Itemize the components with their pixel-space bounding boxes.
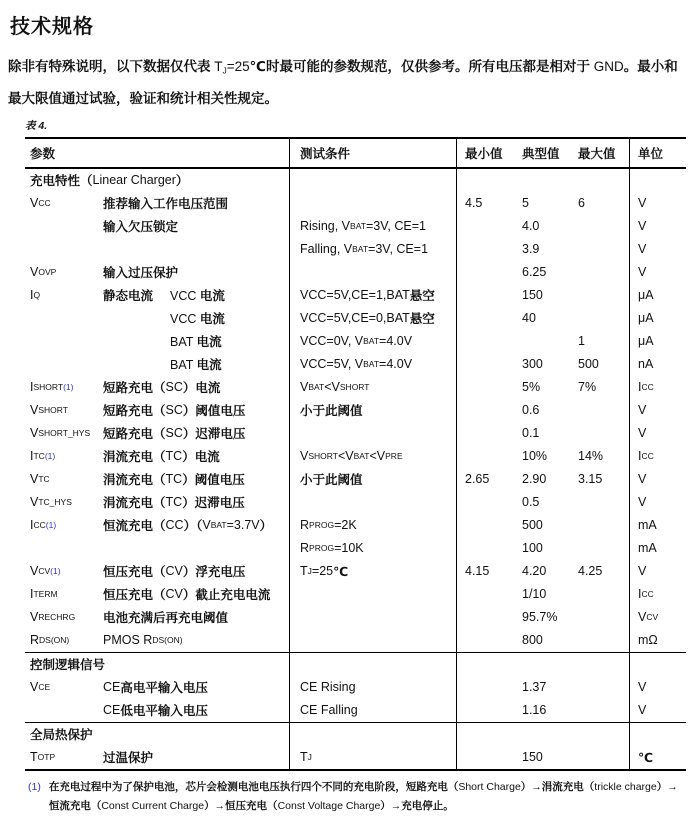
test-condition: T J =25 ℃ — [290, 560, 457, 583]
param-desc: 涓流充电（ TC ）电流 — [103, 445, 290, 468]
section-row — [25, 652, 686, 676]
unit: I CC — [638, 449, 654, 463]
unit: V — [638, 265, 647, 279]
param-desc: 涓流充电（ TC ）阈值电压 — [103, 468, 290, 491]
unit: mA — [638, 541, 657, 555]
max-value — [570, 629, 630, 652]
test-condition: T J — [290, 746, 457, 769]
max-value — [570, 746, 630, 769]
min-value — [457, 746, 514, 769]
typ-value: 100 — [522, 541, 543, 555]
typ-value: 1.37 — [522, 680, 547, 694]
table-row — [25, 468, 686, 491]
table-row — [25, 353, 686, 376]
max-value — [570, 261, 630, 284]
test-condition: VCC=5V, V BAT =4.0V — [290, 353, 457, 376]
min-value — [457, 261, 514, 284]
table-caption: 表 4. — [25, 119, 48, 132]
param-symbol — [25, 353, 103, 376]
min-value — [457, 307, 514, 330]
test-condition — [290, 422, 457, 445]
min-value — [457, 445, 514, 468]
table-row — [25, 606, 686, 629]
unit: V — [638, 472, 647, 486]
table-row — [25, 330, 686, 353]
param-desc: 过温保护 — [103, 746, 290, 769]
param-desc: 电池充满后再充电阈值 — [103, 606, 290, 629]
param-symbol: I TERM — [30, 587, 58, 601]
test-condition: R PROG =2K — [290, 514, 457, 537]
min-value — [457, 699, 514, 722]
max-value — [570, 537, 630, 560]
section-cell — [457, 653, 514, 676]
section-cell — [290, 169, 457, 192]
header-max: 最大值 — [570, 139, 630, 167]
section-label: 全局热保护 — [25, 723, 290, 746]
unit: V — [638, 564, 647, 578]
table-row — [25, 399, 686, 422]
typ-value: 2.90 — [522, 472, 547, 486]
unit: μA — [638, 311, 654, 325]
section-cell — [514, 653, 570, 676]
min-value — [457, 537, 514, 560]
section-cell — [290, 723, 457, 746]
max-value: 4.25 — [570, 560, 630, 583]
min-value — [457, 422, 514, 445]
footnote-text: 在充电过程中为了保护电池，芯片会检测电池电压执行四个不同的充电阶段，短路充电（Short Charge）→涓流充电（trickle charge）→恒流充电（Const Current Charge）→恒压充电（Const Voltage Charge）→充电停止。 — [48, 780, 678, 812]
test-condition: V BAT <V SHORT — [290, 376, 457, 399]
intro-paragraph: 除非有特殊说明，以下数据仅代表 $T_J=25℃$时最可能的参数规范，仅供参考。所有电压都是相对于 GND。最小和最大限值通过试验，验证和统计相关性规定。 — [8, 59, 678, 106]
table-row — [25, 284, 686, 307]
unit: V — [638, 703, 647, 717]
typ-value: 0.1 — [522, 426, 540, 440]
param-symbol: I TC (1) — [30, 449, 56, 463]
param-desc: 静态电流 VCC 电流 — [103, 284, 290, 307]
typ-value: 4.20 — [522, 564, 547, 578]
param-symbol: V CC — [30, 196, 51, 210]
param-symbol: R DS(ON) — [30, 633, 70, 647]
table-row — [25, 583, 686, 606]
test-condition — [290, 491, 457, 514]
typ-value: 5 — [522, 196, 529, 210]
table-row — [25, 192, 686, 215]
section-label: 控制逻辑信号 — [25, 653, 290, 676]
section-cell — [457, 723, 514, 746]
param-symbol — [25, 537, 103, 560]
param-symbol — [25, 215, 103, 238]
param-desc: 恒压充电（ CV ）浮充电压 — [103, 560, 290, 583]
max-value — [570, 699, 630, 722]
typ-value: 800 — [522, 633, 543, 647]
unit: V — [638, 219, 647, 233]
max-value: 3.15 — [570, 468, 630, 491]
param-desc: CE 高电平输入电压 — [103, 676, 290, 699]
max-value: 6 — [570, 192, 630, 215]
param-symbol: T OTP — [30, 750, 56, 764]
table-row — [25, 746, 686, 769]
section-label: 充电特性（ Linear Charger ） — [25, 169, 290, 192]
table-row — [25, 491, 686, 514]
param-symbol: V TC_HYS — [30, 495, 72, 509]
max-value — [570, 399, 630, 422]
unit: V — [638, 196, 647, 210]
param-desc: 短路充电（ SC ）电流 — [103, 376, 290, 399]
param-desc: 涓流充电（ TC ）迟滞电压 — [103, 491, 290, 514]
min-value — [457, 606, 514, 629]
test-condition: 小于此阈值 — [290, 399, 457, 422]
typ-value: 10% — [522, 449, 548, 463]
test-condition: CE Falling — [290, 699, 457, 722]
min-value — [457, 583, 514, 606]
max-value — [570, 238, 630, 261]
param-desc: 短路充电（ SC ）阈值电压 — [103, 399, 290, 422]
test-condition: VCC=0V, V BAT =4.0V — [290, 330, 457, 353]
test-condition — [290, 261, 457, 284]
param-symbol: I SHORT (1) — [30, 380, 74, 394]
min-value — [457, 491, 514, 514]
table-row — [25, 699, 686, 722]
page-title: 技术规格 — [10, 16, 94, 38]
max-value — [570, 307, 630, 330]
test-condition — [290, 629, 457, 652]
table-row — [25, 238, 686, 261]
unit: I CC — [638, 380, 654, 394]
param-symbol — [25, 699, 103, 722]
section-cell — [514, 723, 570, 746]
section-cell — [570, 653, 630, 676]
test-condition: 小于此阈值 — [290, 468, 457, 491]
min-value — [457, 399, 514, 422]
param-desc: 恒压充电（ CV ）截止充电电流 — [103, 583, 290, 606]
typ-value — [514, 330, 570, 353]
max-value — [570, 606, 630, 629]
typ-value: 3.9 — [522, 242, 540, 256]
table-header-row — [25, 139, 686, 169]
section-cell — [570, 169, 630, 192]
max-value — [570, 215, 630, 238]
unit: V CV — [638, 610, 659, 624]
min-value — [457, 514, 514, 537]
section-row — [25, 722, 686, 746]
table-row — [25, 422, 686, 445]
section-cell — [457, 169, 514, 192]
param-symbol — [25, 330, 103, 353]
unit: I CC — [638, 587, 654, 601]
test-condition: Rising, V BAT =3V, CE=1 — [290, 215, 457, 238]
test-condition: V SHORT <V BAT <V PRE — [290, 445, 457, 468]
param-symbol: V OVP — [30, 265, 57, 279]
test-condition: VCC=5V,CE=1,BAT 悬空 — [290, 284, 457, 307]
max-value — [570, 583, 630, 606]
max-value: 1 — [570, 330, 630, 353]
table-row — [25, 629, 686, 652]
typ-value: 300 — [522, 357, 543, 371]
unit: μA — [638, 288, 654, 302]
typ-value: 40 — [522, 311, 536, 325]
max-value — [570, 514, 630, 537]
min-value — [457, 676, 514, 699]
param-symbol: V CE — [30, 680, 51, 694]
table-row — [25, 376, 686, 399]
table-row — [25, 261, 686, 284]
min-value — [457, 629, 514, 652]
section-cell — [630, 653, 686, 676]
param-desc: CE 低电平输入电压 — [103, 699, 290, 722]
unit: V — [638, 242, 647, 256]
typ-value: 95.7% — [522, 610, 558, 624]
unit: nA — [638, 357, 654, 371]
section-cell — [290, 653, 457, 676]
test-condition — [290, 583, 457, 606]
param-desc — [103, 537, 290, 560]
table-row — [25, 560, 686, 583]
unit: mΩ — [638, 633, 658, 647]
table-row — [25, 514, 686, 537]
param-symbol: I CC (1) — [30, 518, 57, 532]
table-row — [25, 676, 686, 699]
param-symbol — [25, 238, 103, 261]
min-value — [457, 330, 514, 353]
typ-value: 4.0 — [522, 219, 540, 233]
table-row — [25, 537, 686, 560]
max-value — [570, 422, 630, 445]
param-symbol: V SHORT_HYS — [30, 426, 91, 440]
unit: V — [638, 403, 647, 417]
min-value — [457, 376, 514, 399]
param-desc: BAT 电流 — [103, 353, 290, 376]
section-row — [25, 169, 686, 192]
param-symbol: V RECHRG — [30, 610, 76, 624]
max-value — [570, 491, 630, 514]
header-param: 参数 — [25, 139, 290, 167]
unit: V — [638, 426, 647, 440]
param-desc — [103, 238, 290, 261]
table-row — [25, 307, 686, 330]
test-condition: CE Rising — [290, 676, 457, 699]
param-desc: 推荐输入工作电压范围 — [103, 192, 290, 215]
header-cond: 测试条件 — [290, 139, 457, 167]
max-value: 7% — [570, 376, 630, 399]
typ-value: 6.25 — [522, 265, 547, 279]
test-condition: VCC=5V,CE=0,BAT 悬空 — [290, 307, 457, 330]
unit: ℃ — [638, 750, 654, 765]
param-symbol: V CV (1) — [30, 564, 61, 578]
footnote — [28, 778, 680, 816]
section-cell — [630, 723, 686, 746]
param-desc: PMOS R DS(ON) — [103, 629, 290, 652]
min-value: 2.65 — [465, 472, 490, 486]
header-min: 最小值 — [465, 146, 503, 161]
param-symbol: I Q — [30, 288, 41, 302]
unit: V — [638, 680, 647, 694]
typ-value: 0.6 — [522, 403, 540, 417]
param-symbol — [25, 307, 103, 330]
typ-value: 1/10 — [522, 587, 547, 601]
unit: V — [638, 495, 647, 509]
typ-value: 5% — [522, 380, 541, 394]
section-cell — [514, 169, 570, 192]
max-value — [570, 284, 630, 307]
param-symbol: V TC — [30, 472, 50, 486]
min-value — [457, 353, 514, 376]
min-value — [457, 238, 514, 261]
header-typ: 典型值 — [522, 146, 560, 161]
test-condition: Falling, V BAT =3V, CE=1 — [290, 238, 457, 261]
min-value: 4.5 — [465, 196, 483, 210]
min-value — [457, 284, 514, 307]
min-value — [457, 215, 514, 238]
typ-value: 500 — [522, 518, 543, 532]
typ-value: 150 — [522, 750, 543, 764]
param-desc: 恒流充电（ CC ）（ V BAT =3.7V ） — [103, 514, 290, 537]
typ-value: 0.5 — [522, 495, 540, 509]
max-value: 500 — [570, 353, 630, 376]
table-row — [25, 215, 686, 238]
spec-table — [25, 137, 686, 771]
test-condition — [290, 606, 457, 629]
section-cell — [570, 723, 630, 746]
param-desc: BAT 电流 — [103, 330, 290, 353]
test-condition: R PROG =10K — [290, 537, 457, 560]
param-desc: 输入过压保护 — [103, 261, 290, 284]
section-cell — [630, 169, 686, 192]
max-value: 14% — [570, 445, 630, 468]
unit: μA — [638, 334, 654, 348]
param-desc: 短路充电（ SC ）迟滞电压 — [103, 422, 290, 445]
test-condition — [290, 192, 457, 215]
min-value: 4.15 — [465, 564, 490, 578]
param-desc: VCC 电流 — [103, 307, 290, 330]
param-symbol: V SHORT — [30, 403, 68, 417]
footnote-number: (1) — [28, 780, 41, 793]
max-value — [570, 676, 630, 699]
table-row — [25, 445, 686, 468]
unit: mA — [638, 518, 657, 532]
typ-value: 1.16 — [522, 703, 547, 717]
header-unit: 单位 — [638, 146, 664, 161]
param-desc: 输入欠压锁定 — [103, 215, 290, 238]
typ-value: 150 — [522, 288, 543, 302]
